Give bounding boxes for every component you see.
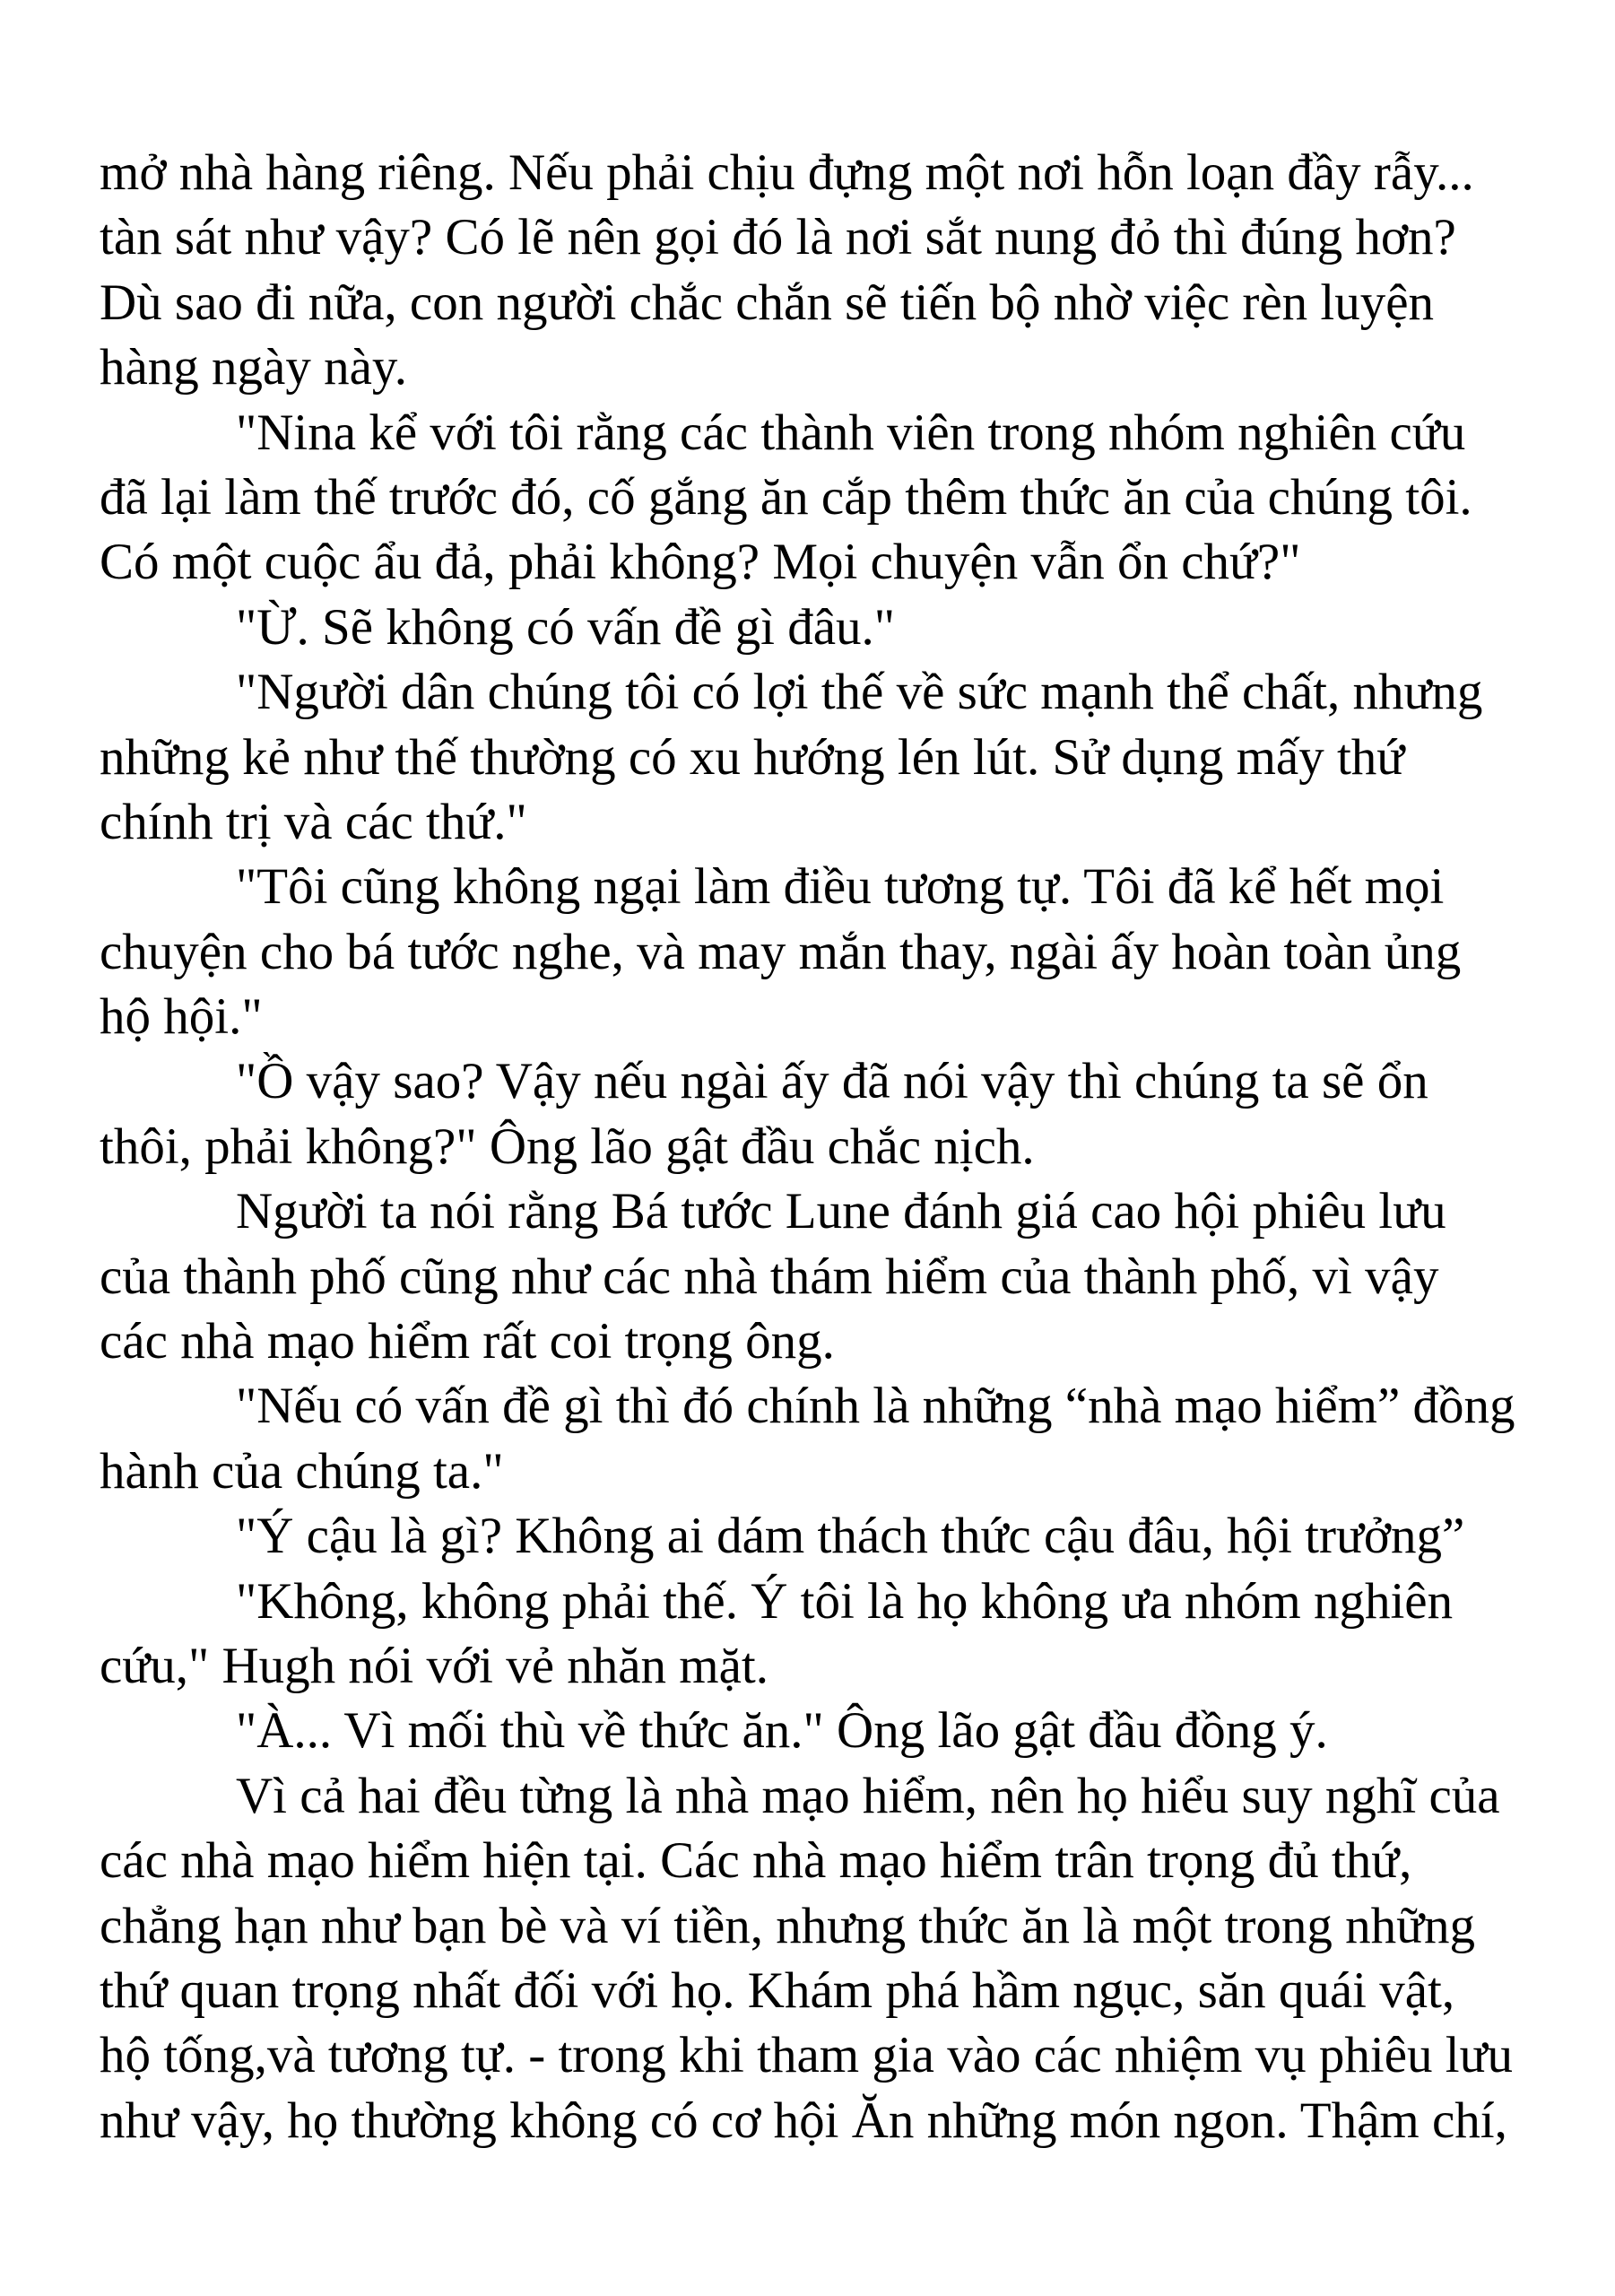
text-line: chuyện cho bá tước nghe, và may mắn thay, ngài ấy hoàn toàn ủng [100,923,1462,980]
text-line: "Nếu có vấn đề gì thì đó chính là những “nhà mạo hiểm” đồng [236,1378,1515,1435]
text-line: Người ta nói rằng Bá tước Lune đánh giá cao hội phiêu lưu [236,1183,1446,1240]
text-line: "Ừ. Sẽ không có vấn đề gì đâu." [236,598,896,656]
text-line: hộ tống,và tương tự. - trong khi tham gia vào các nhiệm vụ phiêu lưu [100,2027,1514,2084]
text-line: tàn sát như vậy? Có lẽ nên gọi đó là nơi sắt nung đỏ thì đúng hơn? [100,209,1456,266]
text-line: "Người dân chúng tôi có lợi thế về sức mạnh thể chất, nhưng [236,664,1483,721]
text-line: mở nhà hàng riêng. Nếu phải chịu đựng một nơi hỗn loạn đầy rẫy... [100,144,1474,201]
text-line: "Ý cậu là gì? Không ai dám thách thức cậu đâu, hội trưởng” [236,1508,1465,1565]
text-line: "Không, không phải thế. Ý tôi là họ không ưa nhóm nghiên [236,1572,1454,1630]
text-line: thôi, phải không?" Ông lão gật đầu chắc nịch. [100,1118,1035,1175]
text-line: như vậy, họ thường không có cơ hội Ăn những món ngon. Thậm chí, [100,2092,1507,2149]
text-line: "Tôi cũng không ngại làm điều tương tự. Tôi đã kể hết mọi [236,858,1445,916]
text-line: hộ hội." [100,988,263,1046]
text-line: "Nina kể với tôi rằng các thành viên trong nhóm nghiên cứu [236,404,1466,461]
text-line: "Ồ vậy sao? Vậy nếu ngài ấy đã nói vậy thì chúng ta sẽ ổn [236,1053,1428,1110]
body-text [100,141,1570,2153]
text-line: chính trị và các thứ." [100,793,527,850]
text-line: chẳng hạn như bạn bè và ví tiền, nhưng thức ăn là một trong những [100,1897,1475,1954]
text-line: các nhà mạo hiểm hiện tại. Các nhà mạo hiểm trân trọng đủ thứ, [100,1832,1412,1890]
text-line: những kẻ như thế thường có xu hướng lén lút. Sử dụng mấy thứ [100,728,1405,786]
text-line: đã lại làm thế trước đó, cố gắng ăn cắp thêm thức ăn của chúng tôi. [100,468,1472,526]
text-line: Dù sao đi nữa, con người chắc chắn sẽ tiến bộ nhờ việc rèn luyện [100,274,1435,331]
text-line: hàng ngày này. [100,339,407,396]
text-line: cứu," Hugh nói với vẻ nhăn mặt. [100,1637,769,1694]
text-line: "À... Vì mối thù về thức ăn." Ông lão gật đầu đồng ý. [236,1702,1328,1760]
text-line: thứ quan trọng nhất đối với họ. Khám phá hầm ngục, săn quái vật, [100,1961,1455,2019]
text-line: hành của chúng ta." [100,1442,504,1500]
text-line: Có một cuộc ẩu đả, phải không? Mọi chuyện vẫn ổn chứ?" [100,534,1301,591]
text-line: các nhà mạo hiểm rất coi trọng ông. [100,1313,835,1370]
text-line: Vì cả hai đều từng là nhà mạo hiểm, nên họ hiểu suy nghĩ của [236,1767,1500,1824]
text-line: của thành phố cũng như các nhà thám hiểm của thành phố, vì vậy [100,1248,1439,1305]
